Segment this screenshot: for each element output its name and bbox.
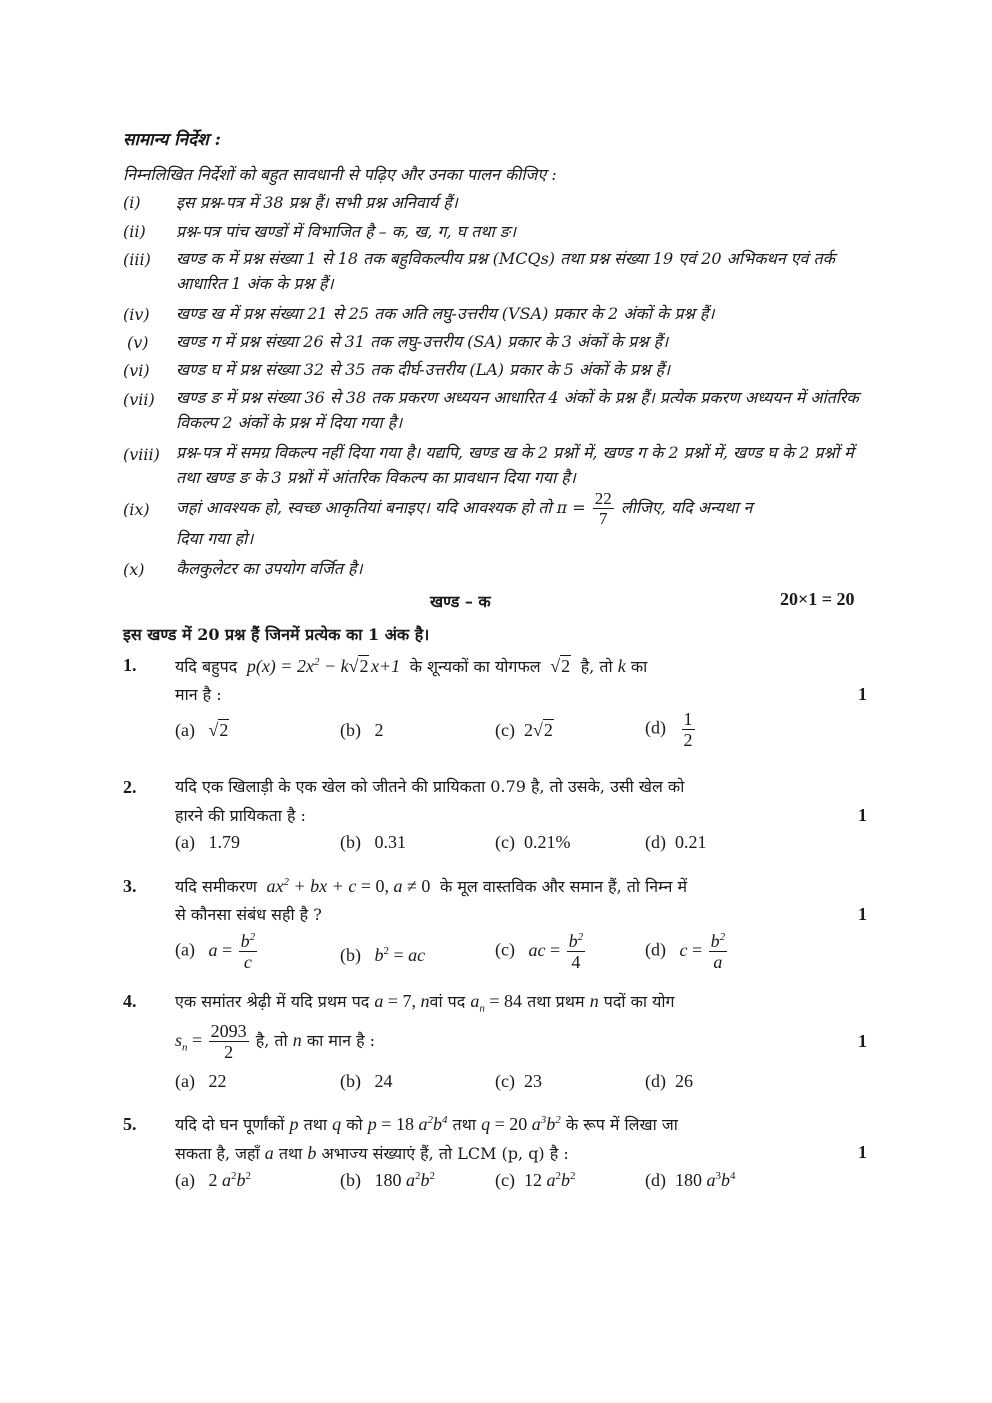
quadratic-equation: $ax^2$ + bx + c = 0, a ≠ 0 bbox=[262, 876, 431, 896]
option-b[interactable] bbox=[340, 1071, 393, 1092]
option-label: (a) bbox=[175, 1170, 195, 1190]
question-number: 2. bbox=[123, 777, 137, 797]
option-label: (b) bbox=[340, 945, 361, 965]
question-text bbox=[175, 1139, 815, 1168]
option-a[interactable]: (a) 2 $a^2b^2$ bbox=[175, 1170, 251, 1190]
instruction-text: खण्ड ङ में प्रश्न संख्या 36 से 38 तक प्रकरण अध्ययन आधारित 4 अंकों के प्रश्न हैं। प्रत्येक प्रकरण अध्ययन में आंतरिक विकल्प 2 अंकों के प्रश्न में दिया गया है। bbox=[176, 388, 859, 432]
q-expression: q = 20 $a^3b^2$ bbox=[481, 1114, 561, 1134]
option-c[interactable] bbox=[495, 832, 570, 853]
option-c[interactable] bbox=[495, 1071, 542, 1092]
section-title: खण्ड – क bbox=[430, 592, 491, 611]
option-expression: a = $\frac{b^2}{c}$ bbox=[208, 931, 256, 972]
fraction-denominator: 7 bbox=[599, 509, 608, 528]
option-d[interactable] bbox=[645, 832, 707, 853]
question-text bbox=[175, 1110, 815, 1139]
instructions-heading: सामान्य निर्देश : bbox=[123, 130, 221, 150]
question-text-part: है, तो bbox=[580, 657, 613, 676]
option-d[interactable] bbox=[645, 1071, 693, 1092]
question-text-part: है, तो bbox=[255, 1031, 288, 1050]
instruction-number: (vi) bbox=[123, 361, 150, 380]
instruction-text-part: लीजिए, यदि अन्यथा न bbox=[620, 498, 753, 517]
variable-q: q bbox=[332, 1114, 342, 1134]
option-label: (d) bbox=[645, 1170, 666, 1190]
option-label: (c) bbox=[495, 1071, 515, 1091]
question-text-part: तथा bbox=[303, 1115, 328, 1134]
variable-p: p bbox=[289, 1114, 299, 1134]
option-coefficient: 12 bbox=[523, 1170, 542, 1190]
question-marks: 1 bbox=[858, 805, 867, 825]
option-expression: ac = $\frac{b^2}{4}$ bbox=[528, 931, 584, 972]
option-b[interactable] bbox=[340, 945, 425, 966]
option-label: (d) bbox=[645, 832, 666, 852]
instruction-number: (iii) bbox=[123, 250, 151, 269]
question-text-part: यदि दो घन पूर्णांकों bbox=[175, 1115, 285, 1134]
option-a[interactable]: (a) √2 bbox=[175, 720, 229, 740]
option-label: (b) bbox=[340, 1071, 361, 1091]
instructions-intro: निम्नलिखित निर्देशों को बहुत सावधानी से पढ़िए और उनका पालन कीजिए : bbox=[123, 165, 557, 184]
question-text: यदि एक खिलाड़ी के एक खेल को जीतने की प्रायिकता 0.79 है, तो उसके, उसी खेल को bbox=[175, 777, 685, 796]
option-b[interactable]: (b) 180 $a^2b^2$ bbox=[340, 1170, 435, 1190]
option-c[interactable]: (c) 2√2 bbox=[495, 720, 553, 740]
instruction-text: इस प्रश्न-पत्र में 38 प्रश्न हैं। सभी प्रश्न अनिवार्य हैं। bbox=[176, 193, 458, 212]
fraction-denominator: 2 bbox=[683, 730, 693, 750]
option-d[interactable] bbox=[645, 710, 697, 749]
question-text-part: के शून्यकों का योगफल bbox=[409, 657, 541, 676]
question-text-part: को bbox=[346, 1115, 363, 1134]
variable-n: n bbox=[292, 1030, 302, 1050]
option-coefficient: 180 bbox=[374, 1170, 402, 1190]
question-text-part: तथा bbox=[278, 1144, 303, 1163]
option-value: 26 bbox=[675, 1071, 693, 1091]
instruction-number: (i) bbox=[123, 193, 141, 212]
option-expression: c = $\frac{b^2}{a}$ bbox=[679, 931, 726, 972]
question-text-part: अभाज्य संख्याएं हैं, तो LCM (p, q) है : bbox=[321, 1144, 569, 1163]
option-label: (b) bbox=[340, 720, 361, 740]
fraction-numerator: 2093 bbox=[210, 1021, 247, 1042]
question-text-part: के रूप में लिखा जा bbox=[565, 1115, 678, 1134]
option-label: (b) bbox=[340, 832, 361, 852]
polynomial-expression: $p(x) = 2x^2 - k√2$ x+1 bbox=[242, 656, 405, 676]
option-c[interactable] bbox=[495, 932, 587, 971]
fraction-numerator: 22 bbox=[594, 489, 612, 508]
option-label: (c) bbox=[495, 720, 515, 740]
option-a[interactable] bbox=[175, 932, 259, 971]
instruction-number: (ii) bbox=[123, 222, 146, 241]
variable-n: n bbox=[589, 991, 599, 1011]
question-number: 1. bbox=[123, 655, 137, 675]
option-label: (c) bbox=[495, 832, 515, 852]
instruction-text: प्रश्न-पत्र में समग्र विकल्प नहीं दिया गया है। यद्यपि, खण्ड ख के 2 प्रश्नों में, खण्ड ग के 2 प्रश्नों में, खण्ड घ के 2 प्रश्नों में तथा खण्ड ङ के 3 प्रश्नों में आंतरिक विकल्प का प्रावधान दिया गया है। bbox=[176, 443, 854, 487]
question-text-part: पदों का योग bbox=[603, 992, 675, 1011]
variable-b: b bbox=[307, 1143, 317, 1163]
option-coefficient: 2 bbox=[208, 1170, 218, 1190]
pi-fraction bbox=[593, 490, 614, 527]
fraction-denominator: 2 bbox=[224, 1042, 234, 1063]
question-text-part: वां पद bbox=[429, 992, 466, 1011]
first-term: a = 7, n bbox=[374, 991, 430, 1011]
option-label: (d) bbox=[645, 1071, 666, 1091]
instruction-text: प्रश्न-पत्र पांच खण्डों में विभाजित है – क, ख, ग, घ तथा ङ। bbox=[176, 222, 517, 241]
question-number: 5. bbox=[123, 1114, 137, 1134]
p-expression: p = 18 $a^2b^4$ bbox=[367, 1114, 448, 1134]
instruction-text-part: जहां आवश्यक हो, स्वच्छ आकृतियां बनाइए। यदि आवश्यक हो तो π = bbox=[176, 498, 586, 517]
option-value: 2 bbox=[523, 720, 533, 740]
fraction-numerator: 1 bbox=[683, 709, 693, 729]
question-text-part: एक समांतर श्रेढ़ी में यदि प्रथम पद bbox=[175, 992, 370, 1011]
question-text-part: यदि बहुपद bbox=[175, 657, 238, 676]
nth-term: $a_n = 84$ bbox=[470, 991, 523, 1015]
instruction-text: खण्ड ख में प्रश्न संख्या 21 से 25 तक अति लघु-उत्तरीय (VSA) प्रकार के 2 अंकों के प्रश्न हैं। bbox=[176, 304, 715, 323]
option-fraction bbox=[682, 710, 695, 749]
option-a[interactable] bbox=[175, 1071, 226, 1092]
question-text-part: का मान है : bbox=[306, 1031, 376, 1050]
variable-a: a bbox=[264, 1143, 274, 1163]
option-label: (a) bbox=[175, 720, 195, 740]
section-marks: 20×1 = 20 bbox=[780, 589, 855, 609]
question-text bbox=[175, 652, 815, 681]
instruction-text: खण्ड क में प्रश्न संख्या 1 से 18 तक बहुविकल्पीय प्रश्न (MCQs) तथा प्रश्न संख्या 19 एवं 20 अभिकथन एवं तर्क आधारित 1 अंक के प्रश्न हैं। bbox=[176, 249, 835, 293]
sqrt-two-value: √2 bbox=[545, 656, 571, 676]
instruction-number: (x) bbox=[123, 560, 145, 579]
question-text bbox=[175, 987, 815, 1016]
instruction-text: खण्ड घ में प्रश्न संख्या 32 से 35 तक दीर्घ-उत्तरीय (LA) प्रकार के 5 अंकों के प्रश्न हैं। bbox=[176, 360, 671, 379]
option-b[interactable] bbox=[340, 720, 384, 741]
option-value: 24 bbox=[374, 1071, 393, 1091]
option-label: (d) bbox=[645, 939, 666, 960]
question-text: हारने की प्रायिकता है : bbox=[175, 806, 306, 825]
option-value: 0.21 bbox=[675, 832, 707, 852]
option-label: (c) bbox=[495, 1170, 515, 1190]
question-marks: 1 bbox=[858, 904, 867, 924]
question-text-part: यदि समीकरण bbox=[175, 877, 257, 896]
instruction-number: (viii) bbox=[123, 445, 160, 464]
question-marks: 1 bbox=[858, 1142, 867, 1162]
option-label: (c) bbox=[495, 939, 515, 960]
option-coefficient: 180 bbox=[675, 1170, 702, 1190]
section-note: इस खण्ड में 20 प्रश्न हैं जिनमें प्रत्येक का 1 अंक है। bbox=[123, 625, 430, 644]
question-number: 3. bbox=[123, 876, 137, 896]
instruction-text: कैलकुलेटर का उपयोग वर्जित है। bbox=[176, 559, 363, 578]
instruction-number: (v) bbox=[127, 333, 149, 352]
option-b[interactable] bbox=[340, 832, 406, 853]
instruction-text: दिया गया हो। bbox=[176, 529, 254, 548]
option-a[interactable] bbox=[175, 832, 240, 853]
instruction-text bbox=[176, 490, 871, 527]
question-text bbox=[175, 872, 815, 901]
sum-expression: $s_n$ = $\frac{2093}{2}$ bbox=[175, 1021, 247, 1063]
question-text-part: तथा प्रथम bbox=[527, 992, 585, 1011]
question-text bbox=[175, 1018, 815, 1063]
instruction-number: (vii) bbox=[123, 390, 155, 409]
question-text-part: सकता है, जहाँ bbox=[175, 1144, 260, 1163]
option-value: 0.21% bbox=[523, 832, 571, 852]
question-text-part: का bbox=[630, 657, 648, 676]
question-text-part: तथा bbox=[452, 1115, 477, 1134]
option-d[interactable]: (d) 180 $a^3b^4$ bbox=[645, 1170, 736, 1190]
question-text: मान है : bbox=[175, 685, 222, 704]
question-number: 4. bbox=[123, 991, 137, 1011]
instruction-number: (iv) bbox=[123, 305, 150, 324]
instruction-text: खण्ड ग में प्रश्न संख्या 26 से 31 तक लघु-उत्तरीय (SA) प्रकार के 3 अंकों के प्रश्न हैं। bbox=[176, 332, 669, 351]
option-label: (b) bbox=[340, 1170, 361, 1190]
option-value: 23 bbox=[523, 1071, 542, 1091]
question-text: से कौनसा संबंध सही है ? bbox=[175, 905, 322, 924]
option-value: 22 bbox=[208, 1071, 227, 1091]
question-text-part: के मूल वास्तविक और समान हैं, तो निम्न में bbox=[439, 877, 688, 896]
option-value: 2 bbox=[374, 720, 384, 740]
option-d[interactable] bbox=[645, 932, 729, 971]
instruction-number: (ix) bbox=[123, 500, 150, 519]
option-c[interactable]: (c) 12 $a^2b^2$ bbox=[495, 1170, 576, 1190]
option-expression: $b^2$ = ac bbox=[374, 945, 426, 965]
question-marks: 1 bbox=[858, 684, 867, 704]
option-label: (d) bbox=[645, 717, 666, 738]
question-marks: 1 bbox=[858, 1031, 867, 1051]
option-value: 1.79 bbox=[208, 832, 240, 852]
option-label: (a) bbox=[175, 939, 195, 960]
option-label: (a) bbox=[175, 832, 195, 852]
variable-k: k bbox=[617, 656, 626, 676]
option-label: (a) bbox=[175, 1071, 195, 1091]
option-value: 0.31 bbox=[374, 832, 406, 852]
